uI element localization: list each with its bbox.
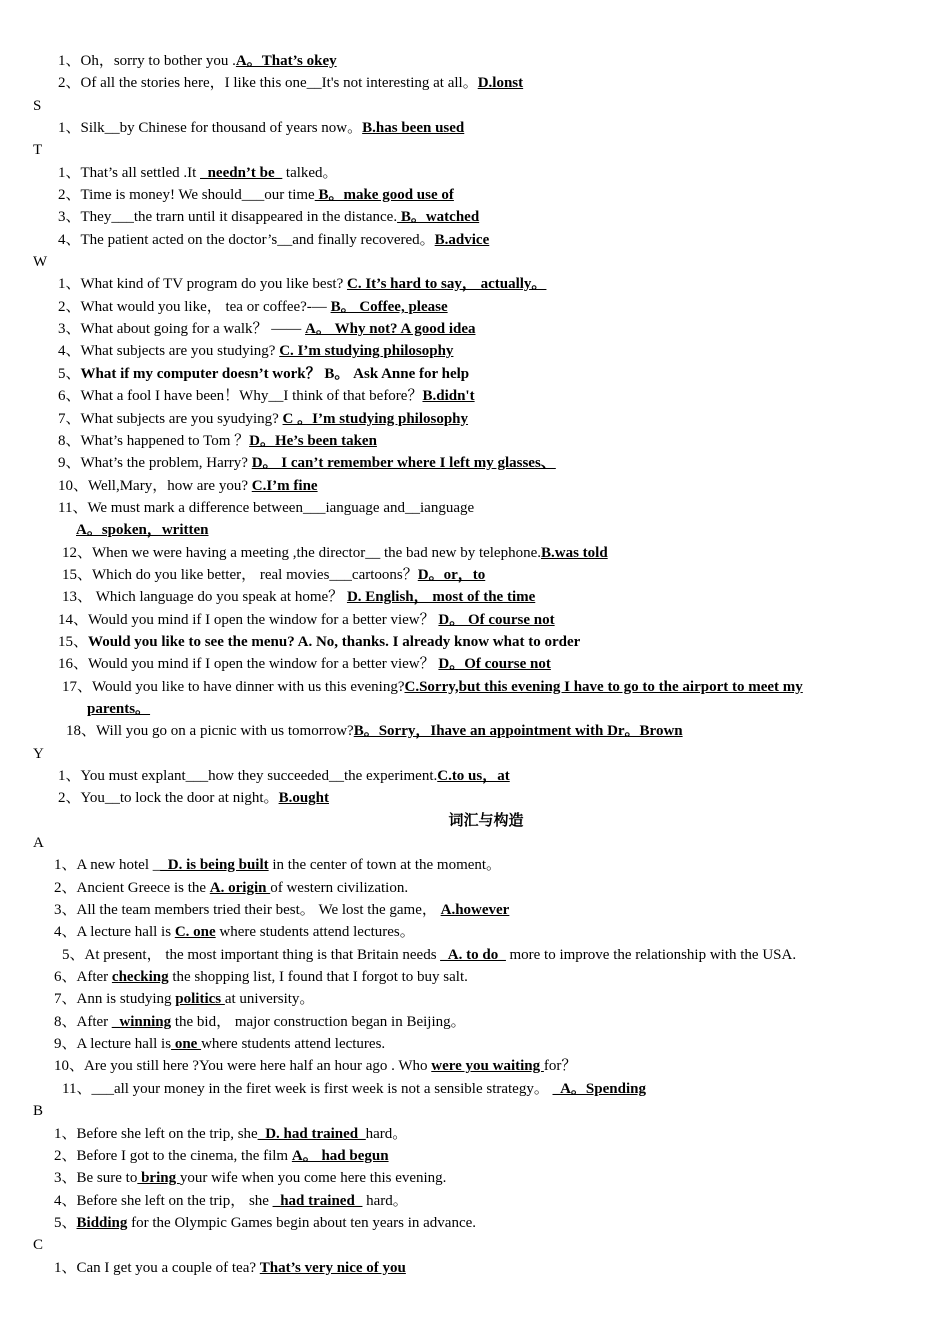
answer-text: C.Sorry,but this evening I have to go to the airport to meet my — [404, 678, 803, 695]
question-line — [0, 430, 950, 452]
text: 5、At present， the most important thing is that Britain needs — [62, 946, 441, 963]
text: 4、The patient acted on the doctor’s__and finally recovered。 — [58, 231, 435, 248]
question-line — [0, 273, 950, 295]
text: 14、Would you mind if I open the window for a better view？ — [58, 611, 439, 628]
text: 17、Would you like to have dinner with us this evening? — [62, 678, 405, 695]
text: 6、What a fool I have been！Why__I think of that before？ — [58, 388, 423, 405]
text: 1、Before she left on the trip, she — [54, 1125, 258, 1142]
text: 9、What’s the problem, Harry? — [58, 455, 252, 472]
question-line — [0, 609, 950, 631]
text: 5、 — [58, 365, 81, 382]
answer-text: were you waiting — [431, 1058, 544, 1075]
question-line — [0, 988, 950, 1010]
question-line — [0, 1078, 950, 1100]
section-letter — [0, 1234, 950, 1256]
answer-text: A。 had begun — [291, 1147, 389, 1164]
question-line — [0, 117, 950, 139]
answer-text: D. English， most of the time — [346, 589, 536, 606]
question-line — [0, 854, 950, 876]
text: 5、 — [54, 1214, 77, 1231]
answer-text: A。 Why not? A good idea — [305, 321, 476, 338]
text: 1、You must explant___how they succeeded__the experiment. — [58, 768, 438, 784]
answer-text: C 。I’m studying philosophy — [282, 410, 469, 427]
question-line — [0, 944, 950, 966]
text: 9、A lecture hall is — [54, 1036, 172, 1053]
text: 2、Time is money! We should___our time — [58, 187, 315, 204]
answer-text: D.lonst — [477, 75, 524, 92]
question-line — [0, 1257, 950, 1279]
text: talked。 — [282, 164, 338, 181]
answer-text: one — [171, 1036, 202, 1053]
text: S — [33, 97, 42, 114]
answer-text: C.I’m fine — [251, 477, 318, 494]
answer-text: _D. had trained_ — [257, 1125, 366, 1142]
text: 7、Ann is studying — [54, 991, 176, 1008]
text: 2、What would you like， tea or coffee?-— — [58, 298, 331, 315]
question-line — [0, 50, 950, 72]
question-line — [0, 184, 950, 206]
answer-text: D。or，to — [417, 566, 486, 583]
answer-text: C. one — [174, 924, 216, 941]
continuation-line — [0, 698, 950, 720]
answer-text: _D. is being built — [160, 857, 269, 874]
question-line — [0, 1145, 950, 1167]
text: 2、You__to lock the door at night。 — [58, 790, 279, 807]
question-line — [0, 765, 950, 787]
text: more to improve the relationship with the USA. — [505, 946, 797, 963]
text: 4、What subjects are you studying? — [58, 343, 280, 360]
text: your wife when you come here this evening. — [179, 1170, 447, 1187]
question-line — [0, 787, 950, 809]
answer-text: D。 I can’t remember where I left my glasses、 — [251, 455, 556, 472]
question-line — [0, 1123, 950, 1145]
question-line — [0, 720, 950, 742]
text: 13、 Which language do you speak at home？ — [62, 589, 347, 606]
answer-text: B。watched — [397, 209, 480, 226]
answer-text: A。spoken，written — [76, 522, 209, 539]
question-line — [0, 1167, 950, 1189]
section-title — [0, 810, 950, 832]
question-line — [0, 385, 950, 407]
answer-text: A. origin — [209, 879, 271, 896]
text: 12、When we were having a meeting ,the director__ the bad new by telephone. — [62, 544, 541, 561]
question-line — [0, 586, 950, 608]
answer-text: That’s very nice of you — [259, 1259, 406, 1276]
question-line — [0, 1033, 950, 1055]
text: where students attend lectures。 — [215, 924, 415, 941]
question-line — [0, 1011, 950, 1033]
text: hard。 — [362, 1192, 408, 1209]
answer-text: _needn’t be_ — [200, 164, 283, 181]
question-line — [0, 564, 950, 586]
text: 15、 — [58, 633, 89, 650]
continuation-line — [0, 519, 950, 541]
question-line — [0, 475, 950, 497]
answer-text: _A。Spending — [552, 1080, 646, 1097]
text: 1、Can I get you a couple of tea? — [54, 1259, 260, 1276]
question-line — [0, 296, 950, 318]
answer-text: B。 Coffee, please — [330, 298, 448, 315]
text: 16、Would you mind if I open the window for a better view？ — [58, 656, 439, 673]
text: 1、Silk__by Chinese for thousand of years now。 — [58, 120, 363, 137]
question-line — [0, 877, 950, 899]
text: the shopping list, I found that I forgot to buy salt. — [168, 969, 468, 986]
text: 1、What kind of TV program do you like best? — [58, 276, 347, 293]
answer-text: C.to us，at — [437, 768, 510, 784]
text: 4、A lecture hall is — [54, 924, 175, 941]
question-line — [0, 497, 950, 519]
answer-text: B。make good use of — [314, 187, 454, 204]
text: 11、We must mark a difference between___ianguage and__ianguage — [58, 499, 475, 516]
text: A — [33, 835, 44, 852]
answer-text: D。He’s been taken — [249, 432, 377, 449]
text: 18、Will you go on a picnic with us tomorrow? — [66, 723, 354, 740]
answer-text: C. I’m studying philosophy — [279, 343, 454, 360]
text: of western civilization. — [270, 879, 409, 896]
text: 11、___all your money in the firet week is first week is not a sensible strategy。 — [62, 1080, 553, 1097]
answer-text: B.ought — [278, 790, 329, 807]
text: 3、What about going for a walk？ —— — [58, 321, 306, 338]
text: where students attend lectures. — [201, 1036, 386, 1053]
question-line — [0, 1055, 950, 1077]
answer-text: _had trained_ — [272, 1192, 363, 1209]
section-letter — [0, 139, 950, 161]
bold-text: 词汇与构造 — [448, 812, 524, 829]
text: 4、Before she left on the trip， she — [54, 1192, 273, 1209]
answer-text: B.didn't — [422, 388, 475, 405]
text: 1、Oh，sorry to bother you . — [58, 53, 236, 69]
answer-text: _winning — [111, 1013, 172, 1030]
question-line — [0, 631, 950, 653]
section-letter — [0, 95, 950, 117]
answer-text: checking — [111, 969, 169, 986]
text: 2、Before I got to the cinema, the film — [54, 1147, 292, 1164]
document-page — [0, 50, 950, 1279]
question-line — [0, 408, 950, 430]
answer-text: B.has been used — [362, 120, 465, 137]
text: 3、They___the trarn until it disappeared in the distance. — [58, 209, 398, 226]
question-line — [0, 542, 950, 564]
text: T — [33, 142, 43, 159]
text: 8、After — [54, 1013, 112, 1030]
answer-text: B.advice — [434, 231, 490, 248]
answer-text: B.was told — [541, 544, 608, 561]
question-line — [0, 966, 950, 988]
answer-text: politics — [175, 991, 225, 1008]
text: 15、Which do you like better， real movies___cartoons？ — [62, 566, 418, 583]
answer-text: B。Sorry，Ihave an appointment with Dr。Brown — [353, 723, 683, 740]
bold-text: Would you like to see the menu? A. No, thanks. I already know what to order — [88, 633, 581, 650]
text: 10、Are you still here ?You were here half an hour ago . Who — [54, 1058, 432, 1075]
text: hard。 — [365, 1125, 408, 1142]
text: 7、What subjects are you syudying? — [58, 410, 283, 427]
section-letter — [0, 251, 950, 273]
text: 2、Of all the stories here，I like this one__It's not interesting at all。 — [58, 75, 478, 92]
text: 2、Ancient Greece is the — [54, 879, 210, 896]
question-line — [0, 72, 950, 94]
question-line — [0, 676, 950, 698]
text: Y — [33, 745, 44, 762]
section-letter — [0, 832, 950, 854]
text: in the center of town at the moment。 — [268, 857, 502, 874]
answer-text: A.however — [440, 902, 510, 919]
text: 10、Well,Mary，how are you? — [58, 477, 252, 494]
answer-text: bring — [137, 1170, 180, 1187]
text: for？ — [543, 1058, 577, 1075]
answer-text: Bidding — [76, 1214, 128, 1231]
answer-text: _A. to do_ — [440, 946, 506, 963]
text: 3、Be sure to — [54, 1170, 138, 1187]
text: the bid， major construction began in Beijing。 — [171, 1013, 466, 1030]
question-line — [0, 1190, 950, 1212]
question-line — [0, 653, 950, 675]
text: 3、All the team members tried their best。 We lost the game， — [54, 902, 441, 919]
text: 6、After — [54, 969, 112, 986]
section-letter — [0, 743, 950, 765]
question-line — [0, 340, 950, 362]
text: W — [33, 254, 48, 271]
question-line — [0, 1212, 950, 1234]
question-line — [0, 206, 950, 228]
question-line — [0, 899, 950, 921]
question-line — [0, 363, 950, 385]
text: for the Olympic Games begin about ten years in advance. — [127, 1214, 477, 1231]
answer-text: D。 Of course not — [438, 611, 555, 628]
bold-text: What if my computer doesn’t work？ B。 Ask Anne for help — [80, 365, 470, 382]
text: C — [33, 1237, 44, 1254]
text: B — [33, 1103, 44, 1120]
text: 1、That’s all settled .It — [58, 164, 201, 181]
section-letter — [0, 1100, 950, 1122]
question-line — [0, 162, 950, 184]
text: 8、What’s happened to Tom ？ — [58, 432, 250, 449]
answer-text: C. It’s hard to say， actually。 — [346, 276, 547, 293]
answer-text: A。That’s okey — [235, 53, 337, 69]
answer-text: D。Of course not — [438, 656, 551, 673]
question-line — [0, 921, 950, 943]
question-line — [0, 452, 950, 474]
text: 1、A new hotel _ — [54, 857, 161, 874]
text: at university。 — [224, 991, 315, 1008]
question-line — [0, 229, 950, 251]
question-line — [0, 318, 950, 340]
answer-text: parents。 — [87, 700, 151, 717]
